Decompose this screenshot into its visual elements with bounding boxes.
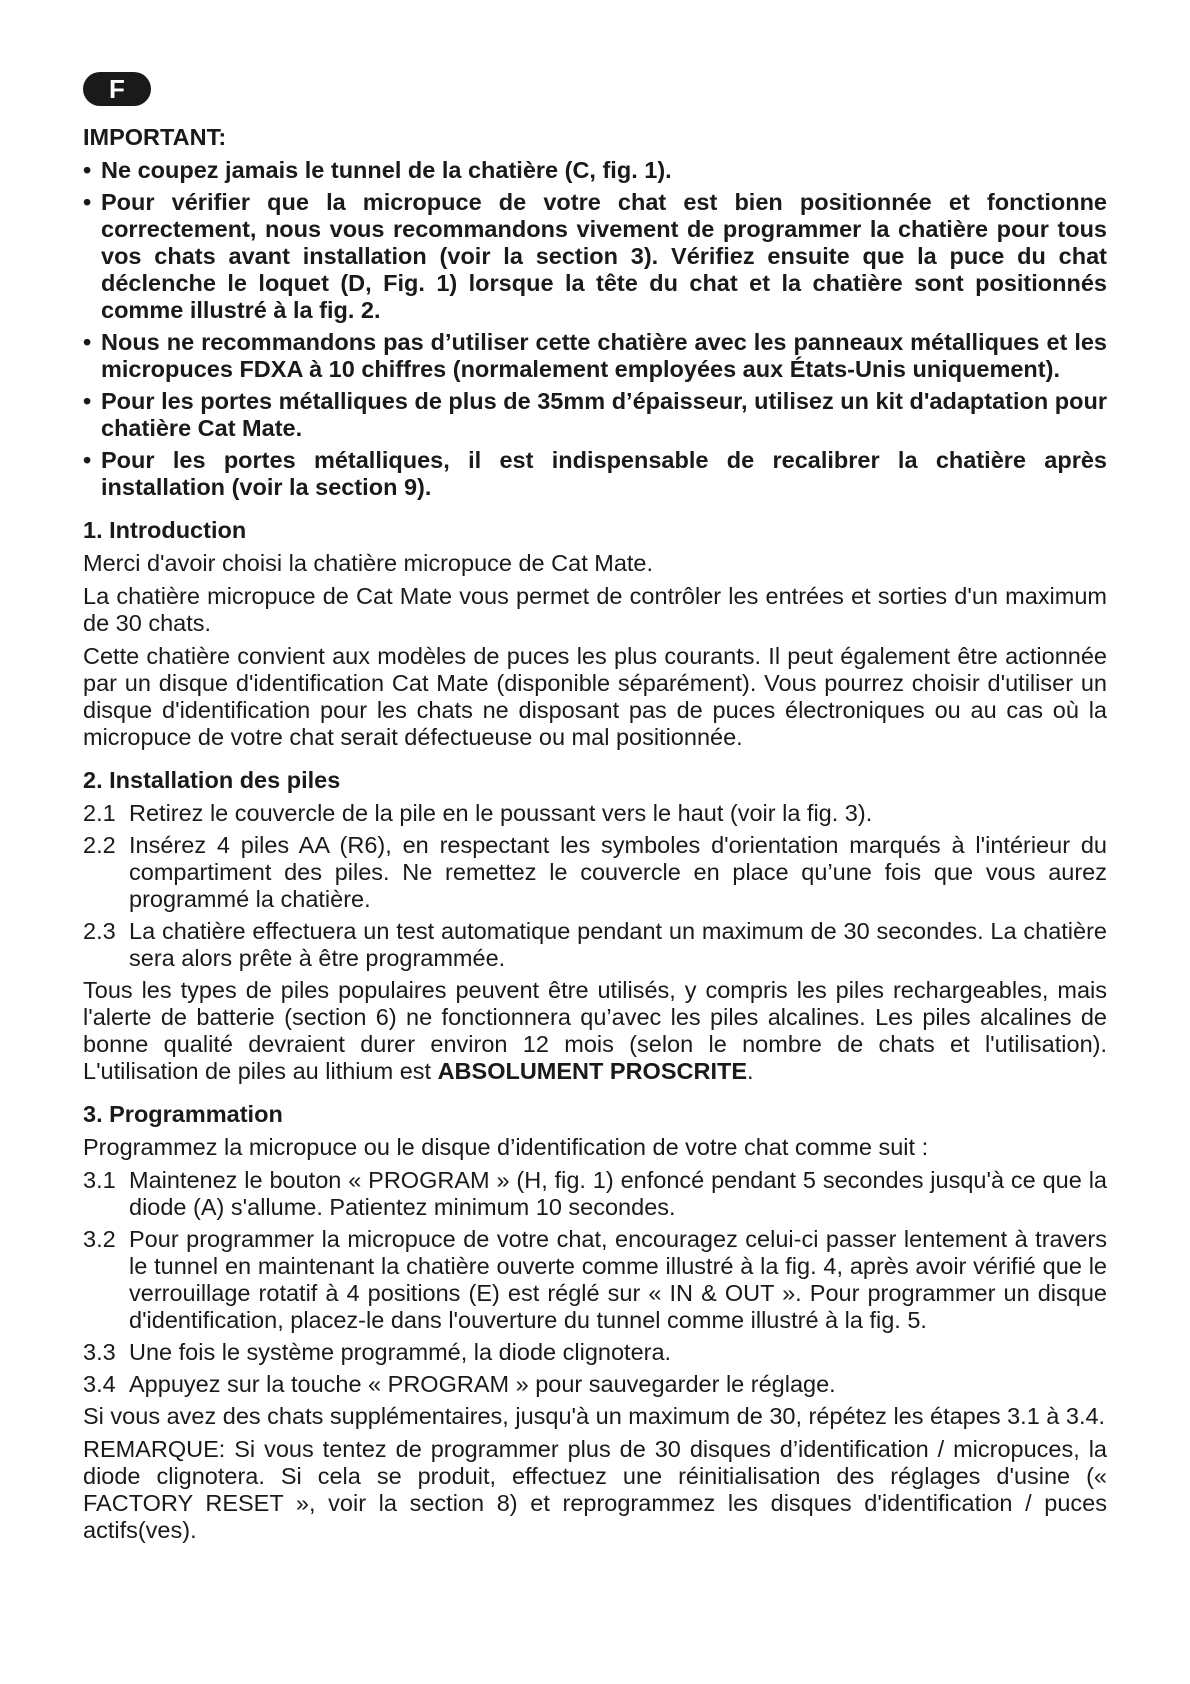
section-title: 1. Introduction <box>83 517 247 543</box>
bullet-dot: • <box>83 329 92 355</box>
section-introduction <box>83 517 1107 751</box>
section-title: 3. Programmation <box>83 1101 283 1127</box>
language-badge: F <box>83 72 151 106</box>
paragraph: Programmez la micropuce ou le disque d’identification de votre chat comme suit : <box>83 1134 929 1160</box>
paragraph: La chatière micropuce de Cat Mate vous permet de contrôler les entrées et sorties d'un maximum de 30 chats. <box>83 583 1107 636</box>
step-item: 2.2 Insérez 4 piles AA (R6), en respectant les symboles d'orientation marqués à l'intérieur du compartiment des piles. Ne remettez le couvercle en place qu’une fois que vous aurez programmé la chatière. <box>83 832 1107 912</box>
important-bullet: • Pour les portes métalliques, il est indispensable de recalibrer la chatière après installation (voir la section 9). <box>83 447 1107 500</box>
important-block <box>83 124 1107 501</box>
paragraph: Si vous avez des chats supplémentaires, jusqu'à un maximum de 30, répétez les étapes 3.1 à 3.4. <box>83 1403 1106 1429</box>
bullet-dot: • <box>83 157 92 183</box>
battery-note: Tous les types de piles populaires peuvent être utilisés, y compris les piles rechargeables, mais l'alerte de batterie (section 6) ne fonctionnera qu’avec les piles alcalines. Les piles alcalines de bonne qualité devraient durer environ 12 mois (selon le nombre de chats et l'utilisation). L'utilisation de piles au lithium est ABSOLUMENT PROSCRITE. <box>83 977 1107 1084</box>
remark-paragraph: REMARQUE: Si vous tentez de programmer plus de 30 disques d’identification / micropuces, la diode clignotera. Si cela se produit, effectuez une réinitialisation des réglages d'usine (« FACTORY RESET », voir la section 8) et reprogrammez les disques d'identification / puces actifs(ves). <box>83 1436 1107 1543</box>
section-programming <box>83 1101 1107 1544</box>
bullet-dot: • <box>83 388 92 414</box>
step-item: 3.4 Appuyez sur la touche « PROGRAM » pour sauvegarder le réglage. <box>83 1371 836 1397</box>
step-item: 2.1 Retirez le couvercle de la pile en le poussant vers le haut (voir la fig. 3). <box>83 800 873 826</box>
step-item: 3.3 Une fois le système programmé, la diode clignotera. <box>83 1339 672 1365</box>
bullet-dot: • <box>83 189 92 215</box>
step-item: 2.3 La chatière effectuera un test automatique pendant un maximum de 30 secondes. La chatière sera alors prête à être programmée. <box>83 918 1107 971</box>
important-bullet: • Nous ne recommandons pas d’utiliser cette chatière avec les panneaux métalliques et les micropuces FDXA à 10 chiffres (normalement employées aux États-Unis uniquement). <box>83 329 1107 382</box>
paragraph: Merci d'avoir choisi la chatière micropuce de Cat Mate. <box>83 550 654 576</box>
important-bullet: • Ne coupez jamais le tunnel de la chatière (C, fig. 1). <box>83 157 672 183</box>
important-title: IMPORTANT: <box>83 124 227 150</box>
section-title: 2. Installation des piles <box>83 767 341 793</box>
important-bullet: • Pour vérifier que la micropuce de votre chat est bien positionnée et fonctionne correctement, nous vous recommandons vivement de programmer la chatière pour tous vos chats avant installation (voir la section 3). Vérifiez ensuite que la puce du chat déclenche le loquet (D, Fig. 1) lorsque la tête du chat et la chatière sont positionnés comme illustré à la fig. 2. <box>83 189 1107 323</box>
important-bullet: • Pour les portes métalliques de plus de 35mm d’épaisseur, utilisez un kit d'adaptation pour chatière Cat Mate. <box>83 388 1107 441</box>
step-item: 3.1 Maintenez le bouton « PROGRAM » (H, fig. 1) enfoncé pendant 5 secondes jusqu'à ce que la diode (A) s'allume. Patientez minimum 10 secondes. <box>83 1167 1107 1220</box>
step-item: 3.2 Pour programmer la micropuce de votre chat, encouragez celui-ci passer lentement à travers le tunnel en maintenant la chatière ouverte comme illustré à la fig. 4, après avoir vérifié que le verrouillage rotatif à 4 positions (E) est réglé sur « IN & OUT ». Pour programmer un disque d'identification, placez-le dans l'ouverture du tunnel comme illustré à la fig. 5. <box>83 1226 1107 1333</box>
warning-emphasis: ABSOLUMENT PROSCRITE <box>437 1058 748 1084</box>
section-batteries <box>83 767 1107 1085</box>
bullet-dot: • <box>83 447 92 473</box>
paragraph: Cette chatière convient aux modèles de puces les plus courants. Il peut également être actionnée par un disque d'identification Cat Mate (disponible séparément). Vous pourrez choisir d'utiliser un disque d'identification pour les chats ne disposant pas de puces électroniques ou au cas où la micropuce de votre chat serait défectueuse ou mal positionnée. <box>83 643 1107 750</box>
